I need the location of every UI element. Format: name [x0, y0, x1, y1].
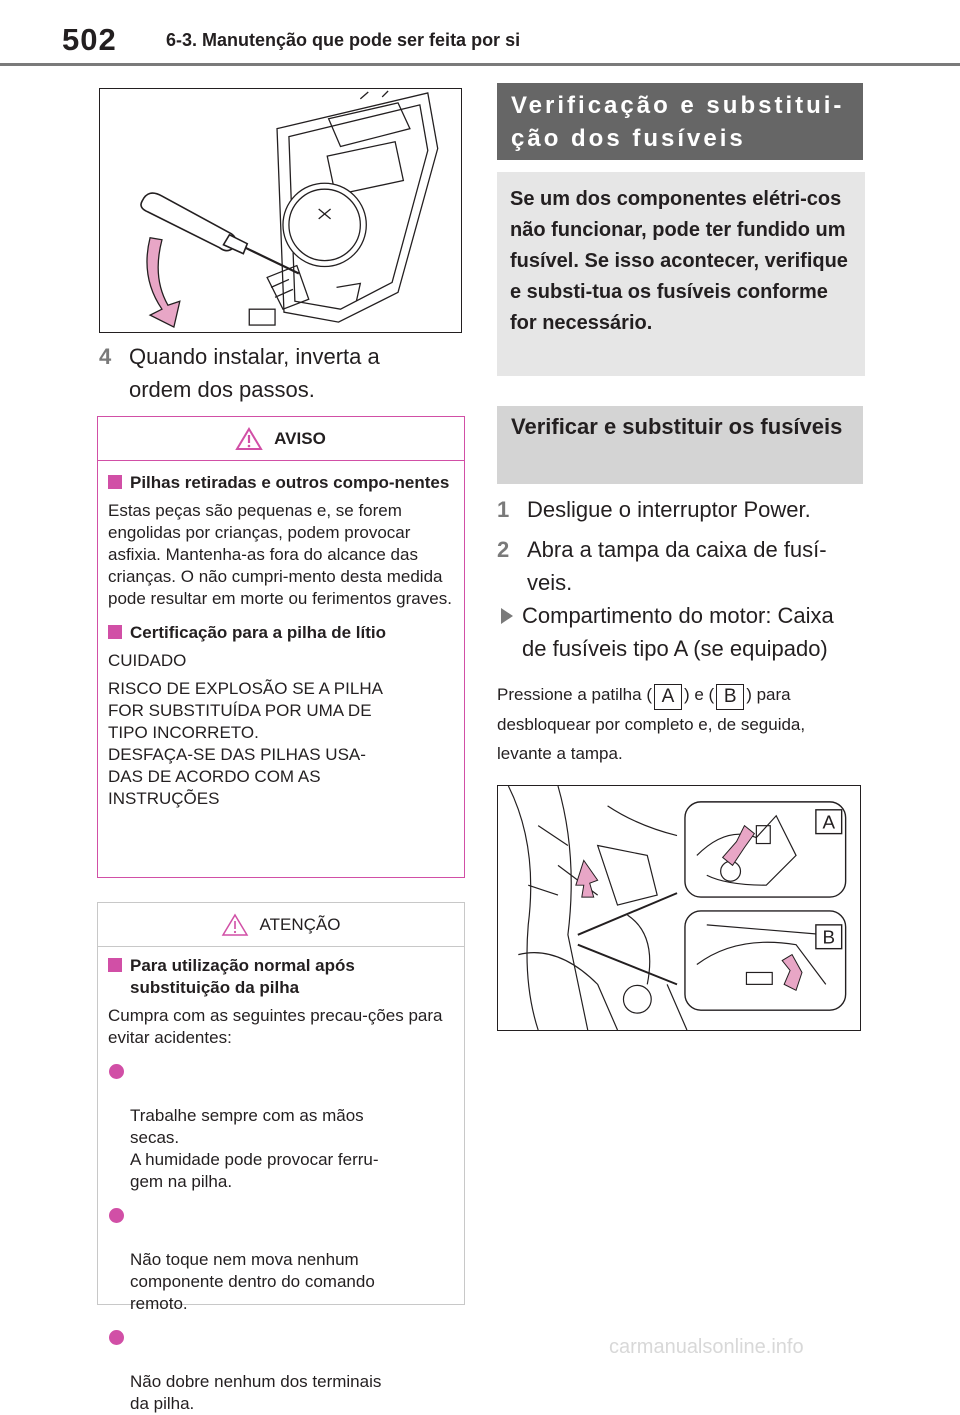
key-battery-drawing	[100, 89, 461, 332]
triangle-arrow-icon	[501, 608, 513, 624]
fuse-box-illustration	[497, 785, 861, 1031]
figure-label-b: B	[822, 926, 836, 948]
step-text: Quando instalar, inverta a ordem dos passos.	[129, 344, 380, 402]
page-number: 502	[62, 22, 117, 57]
watermark: carmanualsonline.info	[609, 1336, 804, 1358]
warning-section-heading: Certificação para a pilha de lítio	[108, 622, 452, 644]
square-bullet-icon	[108, 958, 122, 972]
engine-compartment-item: Compartimento do motor: Caixa de fusíveis tipo A (se equipado)	[497, 599, 862, 665]
fuse-section-heading: Verificação e substitui-ção dos fusíveis	[497, 83, 863, 160]
circle-bullet-icon	[109, 1208, 124, 1223]
caution-bullet: Trabalhe sempre com as mãos secas. A humidade pode provocar ferru- gem na pilha.	[108, 1061, 452, 1193]
figure-label-a: A	[822, 811, 836, 833]
page-header	[0, 0, 960, 68]
warning-paragraph: Estas peças são pequenas e, se forem engolidas por crianças, podem provocar asfixia. Mantenha-as fora do alcance das crianças. O não cumpri-mento desta medida pode resultar em morte ou ferimentos graves.	[108, 501, 452, 608]
explosion-warning-text: RISCO DE EXPLOSÃO SE A PILHA FOR SUBSTITUÍDA POR UMA DE TIPO INCORRETO. DESFAÇA-SE DAS PILHAS USA- DAS DE ACORDO COM AS INSTRUÇÕES	[108, 679, 383, 808]
key-battery-illustration	[99, 88, 462, 333]
warning-box	[97, 416, 465, 878]
caution-title: ATENÇÃO	[259, 914, 341, 934]
caution-bullet: Não dobre nenhum dos terminais da pilha.	[108, 1327, 452, 1415]
circle-bullet-icon	[109, 1064, 124, 1079]
fuse-summary-box: Se um dos componentes elétri-cos não funcionar, pode ter fundido um fusível. Se isso acontecer, verifique e substi-tua os fusíveis conforme for necessário.	[497, 172, 865, 376]
caution-label: CUIDADO	[108, 651, 187, 670]
section-title: 6-3. Manutenção que pode ser feita por si	[166, 30, 521, 50]
warning-header	[98, 417, 464, 461]
caution-intro: Cumpra com as seguintes precau-ções para evitar acidentes:	[108, 1006, 443, 1047]
warning-triangle-icon	[236, 428, 262, 450]
fuse-instructions: Pressione a patilha ( A ) e ( B ) para desbloquear por completo e, de seguida, levante a tampa.	[497, 685, 806, 763]
step-2	[497, 533, 857, 599]
step-4	[99, 340, 429, 406]
step-number: 1	[497, 497, 510, 522]
circle-bullet-icon	[109, 1330, 124, 1345]
square-bullet-icon	[108, 475, 122, 489]
step-1	[497, 493, 857, 526]
warning-section-heading: Pilhas retiradas e outros compo-nentes	[108, 472, 452, 494]
square-bullet-icon	[108, 625, 122, 639]
label-b: B	[716, 684, 744, 710]
engine-compartment-drawing	[498, 786, 860, 1030]
caution-header	[98, 903, 464, 947]
caution-section-heading: Para utilização normal após substituição da pilha	[108, 955, 452, 999]
step-text: Abra a tampa da caixa de fusí-veis.	[527, 537, 827, 595]
step-number: 2	[497, 537, 510, 562]
step-number: 4	[99, 344, 112, 369]
label-a: A	[654, 684, 682, 710]
fuse-subheading: Verificar e substituir os fusíveis	[497, 406, 863, 484]
caution-box	[97, 902, 465, 1413]
warning-title: AVISO	[274, 428, 326, 448]
step-text: Desligue o interruptor Power.	[527, 497, 811, 522]
caution-triangle-icon	[222, 914, 248, 936]
header-divider	[0, 63, 960, 66]
caution-bullet: Não toque nem mova nenhum componente dentro do comando remoto.	[108, 1205, 452, 1315]
